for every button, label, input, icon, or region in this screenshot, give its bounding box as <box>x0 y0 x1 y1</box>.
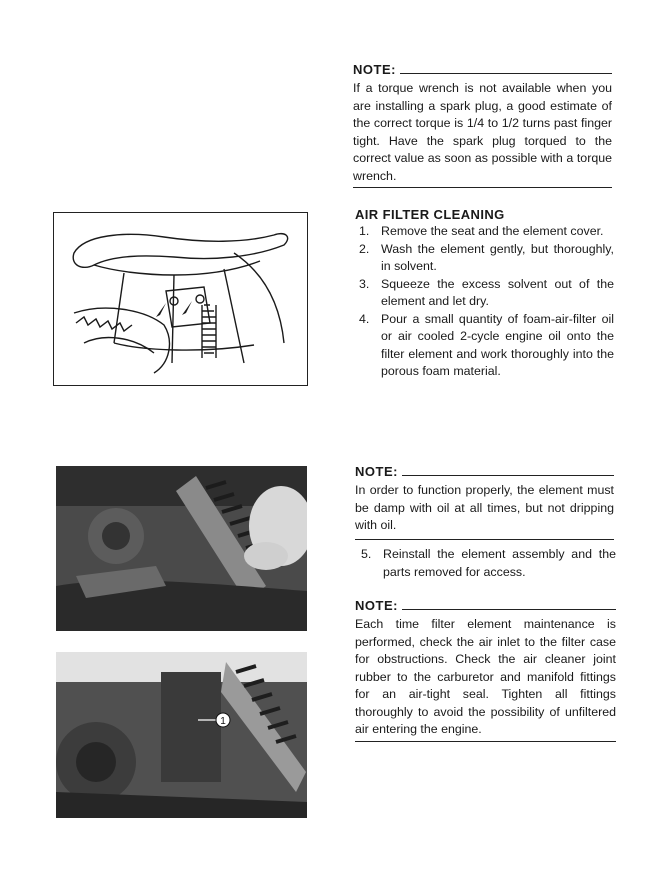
step-text: Wash the element gently, but thoroughly, in solvent. <box>381 241 614 273</box>
note2-label: NOTE: <box>355 464 398 479</box>
list-item <box>355 546 616 581</box>
note3-heading <box>355 598 616 613</box>
note1-heading <box>353 62 612 77</box>
step-text: Squeeze the excess solvent out of the element and let dry. <box>381 276 614 308</box>
list-item <box>353 311 614 381</box>
step-number: 4. <box>359 311 370 326</box>
note1-label: NOTE: <box>353 62 396 77</box>
note1-text: If a torque wrench is not available when you are installing a spark plug, a good estimate of the correct torque is 1/4 to 1/2 turns past finger tight. Have the spark plug torqued to the correct value as soon as possible with a torque wrench. <box>353 81 612 183</box>
air-filter-section-title: AIR FILTER CLEANING <box>355 207 505 222</box>
step-text: Reinstall the element assembly and the parts removed for access. <box>383 547 616 579</box>
element-photo-1 <box>56 466 307 631</box>
seat-cover-illustration <box>53 212 308 386</box>
note1-end-rule <box>353 187 612 188</box>
list-item <box>353 276 614 311</box>
list-item <box>353 223 614 241</box>
callout-number: 1 <box>220 716 226 727</box>
step5-list <box>355 546 616 581</box>
note2-end-rule <box>355 539 614 540</box>
step-number: 3. <box>359 276 370 291</box>
seat-cover-drawing <box>54 213 307 385</box>
note2-text: In order to function properly, the element must be damp with oil at all times, but not dripping with oil. <box>355 483 614 532</box>
note3-text: Each time filter element maintenance is performed, check the air inlet to the filter case for obstructions. Check the air cleaner joint rubber to the carburetor and manifold fittings for an air-tight seal. Tighten all fittings thoroughly to avoid the possibility of unfiltered air entering the engine. <box>355 617 616 736</box>
air-filter-steps <box>353 223 614 381</box>
element-photo-1-image <box>56 466 307 631</box>
step-number: 5. <box>361 547 372 561</box>
element-photo-2-image <box>56 652 307 818</box>
step-text: Remove the seat and the element cover. <box>381 224 604 238</box>
note2-heading <box>355 464 614 479</box>
step-number: 2. <box>359 241 370 256</box>
element-photo-2 <box>56 652 307 818</box>
step-text: Pour a small quantity of foam-air-filter oil or air cooled 2-cycle engine oil onto the filter element and work thoroughly into the porous foam material. <box>381 311 614 378</box>
list-item <box>353 241 614 276</box>
note3-label: NOTE: <box>355 598 398 613</box>
note3-end-rule <box>355 741 616 742</box>
step-number: 1. <box>359 224 370 238</box>
